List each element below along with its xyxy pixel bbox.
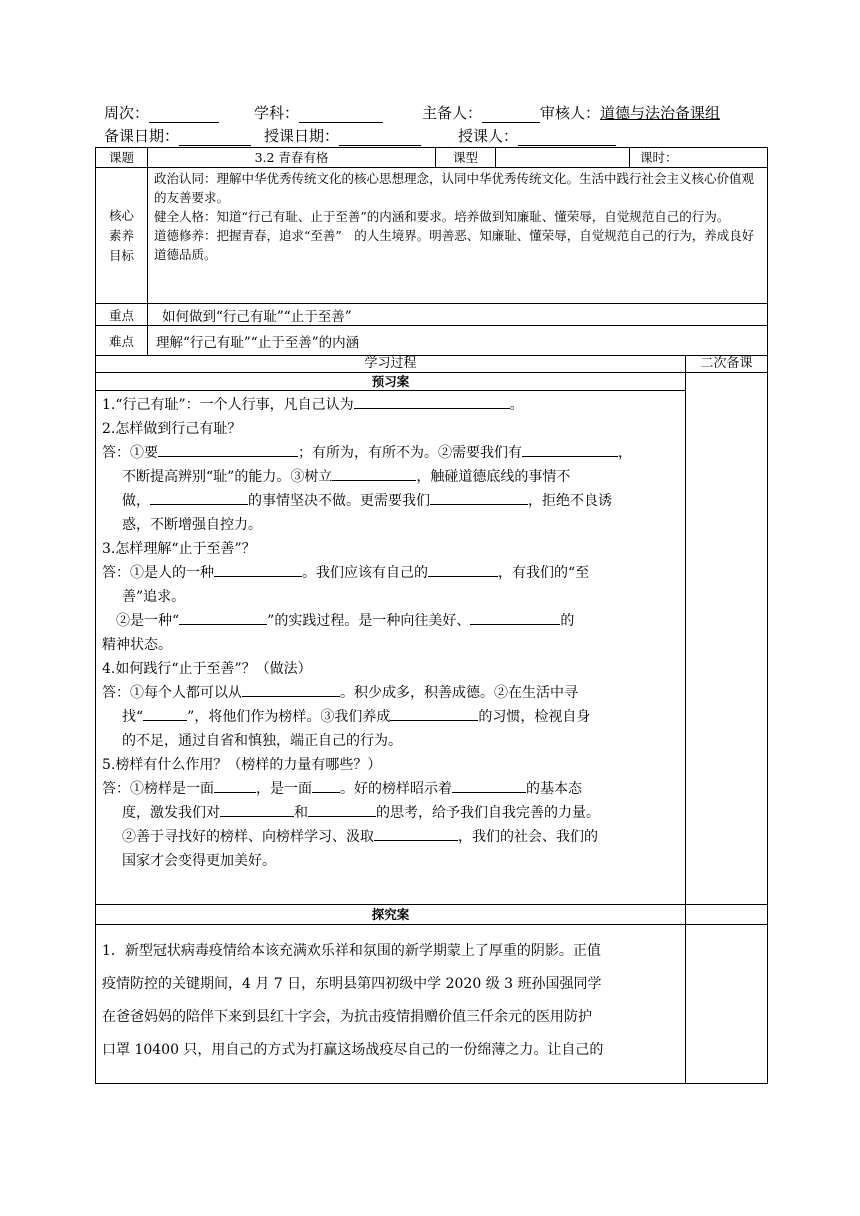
a5-l1d: 的基本态 xyxy=(526,781,582,797)
key-label: 重点 xyxy=(96,304,148,326)
a2-l1b: ；有所为，有所不为。②需要我们有 xyxy=(298,445,522,461)
a2-l1c: ， xyxy=(618,445,632,461)
a5-l1a: 答：①榜样是一面 xyxy=(102,781,214,797)
preparer-blank xyxy=(482,107,540,123)
week-field xyxy=(104,102,219,123)
a5-l3 xyxy=(102,825,679,849)
preview-title: 预习案 xyxy=(96,373,686,391)
a3-l1b: 。我们应该有自己的 xyxy=(302,565,428,581)
a2-blank-3 xyxy=(332,466,416,481)
preparer-label: 主备人： xyxy=(422,104,483,122)
a3-l1a: 答：①是人的一种 xyxy=(102,565,214,581)
process-label: 学习过程 xyxy=(96,356,686,373)
a3-l3b: ”的实践过程。是一种向往美好、 xyxy=(267,613,471,629)
goal-political: 政治认同：理解中华优秀传统文化的核心思想理念，认同中华优秀传统文化。生活中践行社会主义核心价值观的友善要求。 xyxy=(154,171,755,205)
a5-blank-1 xyxy=(214,778,256,793)
preview-title-row xyxy=(96,373,768,391)
core-goals xyxy=(148,168,768,304)
a2-l1 xyxy=(102,441,679,465)
hours-label xyxy=(630,148,768,168)
teach-date-label: 授课日期： xyxy=(264,127,340,145)
prep-date-blank xyxy=(179,130,251,146)
goal-personality: 健全人格：知道“行己有耻、止于至善”的内涵和要求。培养做到知廉耻、懂荣辱，自觉规范自己的行为。 xyxy=(154,209,730,224)
a3-l1 xyxy=(102,561,679,585)
a5-blank-6 xyxy=(374,826,458,841)
teach-date-field xyxy=(264,125,421,146)
a5-l2 xyxy=(102,801,679,825)
q1-end: 。 xyxy=(509,397,524,413)
a5-blank-4 xyxy=(220,802,294,817)
a2-blank-2 xyxy=(522,442,618,457)
a4-l2c: 的习惯，检视自身 xyxy=(478,709,591,725)
a3-blank-4 xyxy=(470,610,560,625)
teacher-field xyxy=(458,125,616,146)
a4-l2b: ”，将他们作为榜样。③我们养成 xyxy=(187,709,391,725)
q4: 4.如何践行“止于至善”？（做法） xyxy=(102,661,312,677)
a2-l3 xyxy=(102,489,679,513)
a5-blank-5 xyxy=(308,802,376,817)
a4-l1 xyxy=(102,681,679,705)
a2-l2a: 不断提高辨别“耻”的能力。③树立 xyxy=(122,469,333,485)
key-row xyxy=(96,304,768,326)
a4-blank-2 xyxy=(143,706,187,721)
key-value xyxy=(148,304,768,326)
core-label xyxy=(96,168,148,304)
type-value xyxy=(496,148,630,168)
q1-blank xyxy=(354,394,510,409)
topic-label: 课题 xyxy=(96,148,148,168)
preview-content-row xyxy=(96,391,768,905)
a3-l1c: ，有我们的“至 xyxy=(498,565,590,581)
reviewer-value: 道德与法治备课组 xyxy=(600,104,721,122)
explore-line-1: 1．新型冠状病毒疫情给本该充满欢乐祥和氛围的新学期蒙上了厚重的阴影。正值 xyxy=(102,943,601,959)
a3-l3c: 的 xyxy=(560,613,575,629)
explore-content-row xyxy=(96,925,768,1084)
q3: 3.怎样理解“止于至善”？ xyxy=(102,541,256,557)
a3-l3a: ②是一种“ xyxy=(116,613,180,629)
core-label-1: 核心 xyxy=(108,207,134,223)
a3-l3 xyxy=(102,609,679,633)
prep-date-label: 备课日期： xyxy=(104,127,180,145)
type-label: 课型 xyxy=(436,148,496,168)
a3-blank-1 xyxy=(214,562,302,577)
a4-l2a: 找“ xyxy=(122,709,144,725)
second-prep-label: 二次备课 xyxy=(686,356,768,373)
subject-blank xyxy=(299,107,383,123)
a2-l3b: 的事情坚决不做。更需要我们 xyxy=(248,493,430,509)
a2-l1a: 答：①要 xyxy=(102,445,158,461)
a4-l2 xyxy=(102,705,679,729)
a4-l1b: 。积少成多，积善成德。②在生活中寻 xyxy=(340,685,578,701)
week-label: 周次： xyxy=(104,104,150,122)
reviewer-label: 审核人： xyxy=(540,104,601,122)
hours-text: 课时： xyxy=(640,150,678,165)
teacher-blank xyxy=(518,130,616,146)
subject-label: 学科： xyxy=(254,104,300,122)
q1-text: 1.“行己有耻”：一个人行事，凡自己认为 xyxy=(102,397,354,413)
key-text: 如何做到“行己有耻”“止于至善” xyxy=(162,308,352,325)
diff-row xyxy=(96,326,768,356)
a5-l1 xyxy=(102,777,679,801)
diff-text: 理解“行己有耻”“止于至善”的内涵 xyxy=(156,334,360,351)
explore-line-2: 疫情防控的关键期间，4 月 7 日，东明县第四初级中学 2020 级 3 班孙国强同学 xyxy=(102,976,602,992)
diff-value xyxy=(148,326,768,356)
core-label-3: 目标 xyxy=(108,247,134,263)
a3-l2: 善”追求。 xyxy=(122,589,186,605)
q2: 2.怎样做到行己有耻？ xyxy=(102,421,242,437)
a5-l2a: 度，激发我们对 xyxy=(122,805,220,821)
core-row xyxy=(96,168,768,304)
preparer-field xyxy=(422,102,720,123)
explore-title: 探究案 xyxy=(96,905,686,925)
explore-line-4: 口罩 10400 只，用自己的方式为打赢这场战疫尽自己的一份绵薄之力。让自己的 xyxy=(102,1042,604,1058)
topic-row xyxy=(96,148,768,168)
explore-content xyxy=(96,925,686,1084)
process-header-row xyxy=(96,356,768,373)
a5-l4: 国家才会变得更加美好。 xyxy=(122,853,276,869)
a2-l4: 惑，不断增强自控力。 xyxy=(122,517,262,533)
a5-l2b: 和 xyxy=(294,805,308,821)
goal-moral: 道德修养：把握青春，追求“至善” 的人生境界。明善恶、知廉耻、懂荣辱，自觉规范自己的行为，养成良好道德品质。 xyxy=(154,228,755,262)
a3-l4: 精神状态。 xyxy=(102,637,172,653)
teacher-label: 授课人： xyxy=(458,127,519,145)
a2-l3c: ，拒绝不良诱 xyxy=(528,493,612,509)
explore-title-row xyxy=(96,905,768,925)
week-blank xyxy=(149,107,219,123)
a4-blank-3 xyxy=(390,706,478,721)
a5-l1c: 。好的榜样昭示着 xyxy=(340,781,452,797)
second-prep-cell-1 xyxy=(686,373,768,905)
a2-blank-5 xyxy=(430,490,528,505)
a4-l3: 的不足，通过自省和慎独，端正自己的行为。 xyxy=(122,733,402,749)
a5-l1b: ，是一面 xyxy=(256,781,312,797)
lesson-plan-table xyxy=(95,147,768,1084)
a5-blank-2 xyxy=(312,778,340,793)
a5-l3a: ②善于寻找好的榜样、向榜样学习、汲取 xyxy=(122,829,374,845)
q5: 5.榜样有什么作用？（榜样的力量有哪些？） xyxy=(102,757,382,773)
a4-blank-1 xyxy=(242,682,340,697)
prep-date-field xyxy=(104,125,251,146)
a4-l1a: 答：①每个人都可以从 xyxy=(102,685,242,701)
a5-blank-3 xyxy=(452,778,526,793)
a2-blank-1 xyxy=(158,442,298,457)
a2-l2 xyxy=(102,465,679,489)
core-label-2: 素养 xyxy=(108,227,134,243)
q1 xyxy=(102,393,679,417)
a2-l2b: ，触碰道德底线的事情不 xyxy=(416,469,571,485)
a3-blank-2 xyxy=(428,562,498,577)
a5-l2c: 的思考，给予我们自我完善的力量。 xyxy=(376,805,600,821)
second-prep-cell-2 xyxy=(686,905,768,925)
a5-l3b: ，我们的社会、我们的 xyxy=(458,829,598,845)
topic-value: 3.2 青春有格 xyxy=(148,148,436,168)
a3-blank-3 xyxy=(179,610,267,625)
preview-content xyxy=(96,391,686,905)
explore-line-3: 在爸爸妈妈的陪伴下来到县红十字会，为抗击疫情捐赠价值三仟余元的医用防护 xyxy=(102,1009,592,1025)
diff-label: 难点 xyxy=(96,326,148,356)
a2-blank-4 xyxy=(150,490,248,505)
teach-date-blank xyxy=(339,130,421,146)
a2-l3a: 做， xyxy=(122,493,150,509)
subject-field xyxy=(254,102,383,123)
second-prep-cell-3 xyxy=(686,925,768,1084)
